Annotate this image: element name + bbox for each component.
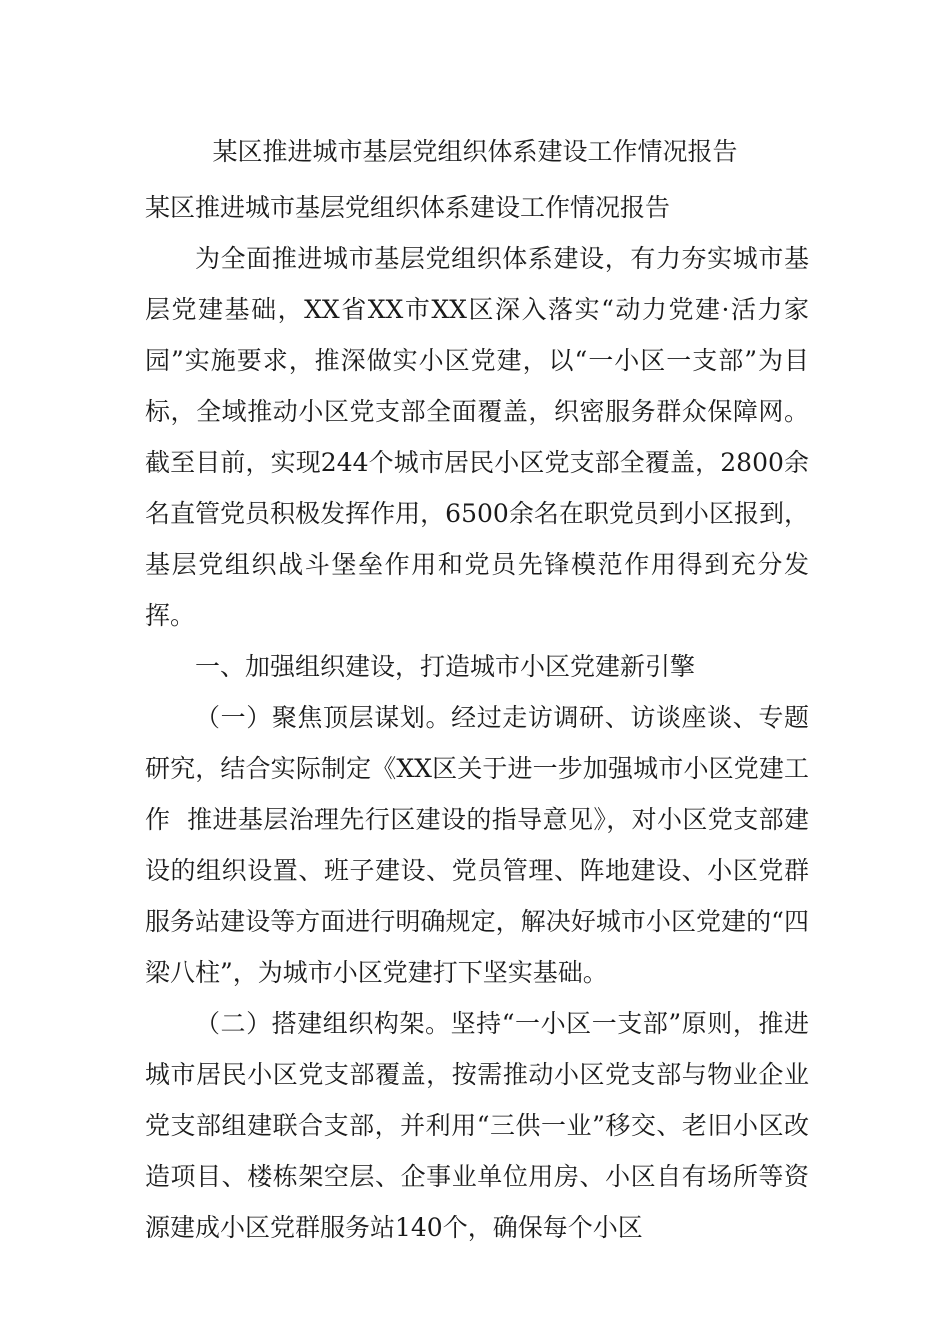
- section-heading-1: 一、加强组织建设，打造城市小区党建新引擎: [195, 652, 696, 681]
- subsection-paragraph-1: （一）聚焦顶层谋划。经过走访调研、访谈座谈、专题研究，结合实际制定《XX区关于进一步加强城市小区党建工作 推进基层治理先行区建设的指导意见》，对小区党支部建设的组织设置、班子建设、党员管理、阵地建设、小区党群服务站建设等方面进行明确规定，解决好城市小区党建的“四梁八柱”，为城市小区党建打下坚实基础。: [145, 703, 809, 987]
- document-title: 某区推进城市基层党组织体系建设工作情况报告: [212, 137, 738, 166]
- document-subtitle: 某区推进城市基层党组织体系建设工作情况报告: [145, 193, 671, 222]
- intro-paragraph: 为全面推进城市基层党组织体系建设，有力夯实城市基层党建基础，XX省XX市XX区深入落实“动力党建·活力家园”实施要求，推深做实小区党建，以“一小区一支部”为目标，全域推动小区党支部全面覆盖，织密服务群众保障网。截至目前，实现244个城市居民小区党支部全覆盖，2800余名直管党员积极发挥作用，6500余名在职党员到小区报到，基层党组织战斗堡垒作用和党员先锋模范作用得到充分发挥。: [145, 244, 809, 630]
- document-body: [145, 182, 809, 1253]
- subsection-paragraph-2: （二）搭建组织构架。坚持“一小区一支部”原则，推进城市居民小区党支部覆盖，按需推动小区党支部与物业企业党支部组建联合支部，并利用“三供一业”移交、老旧小区改造项目、楼栋架空层、企事业单位用房、小区自有场所等资源建成小区党群服务站140个，确保每个小区: [145, 1009, 809, 1242]
